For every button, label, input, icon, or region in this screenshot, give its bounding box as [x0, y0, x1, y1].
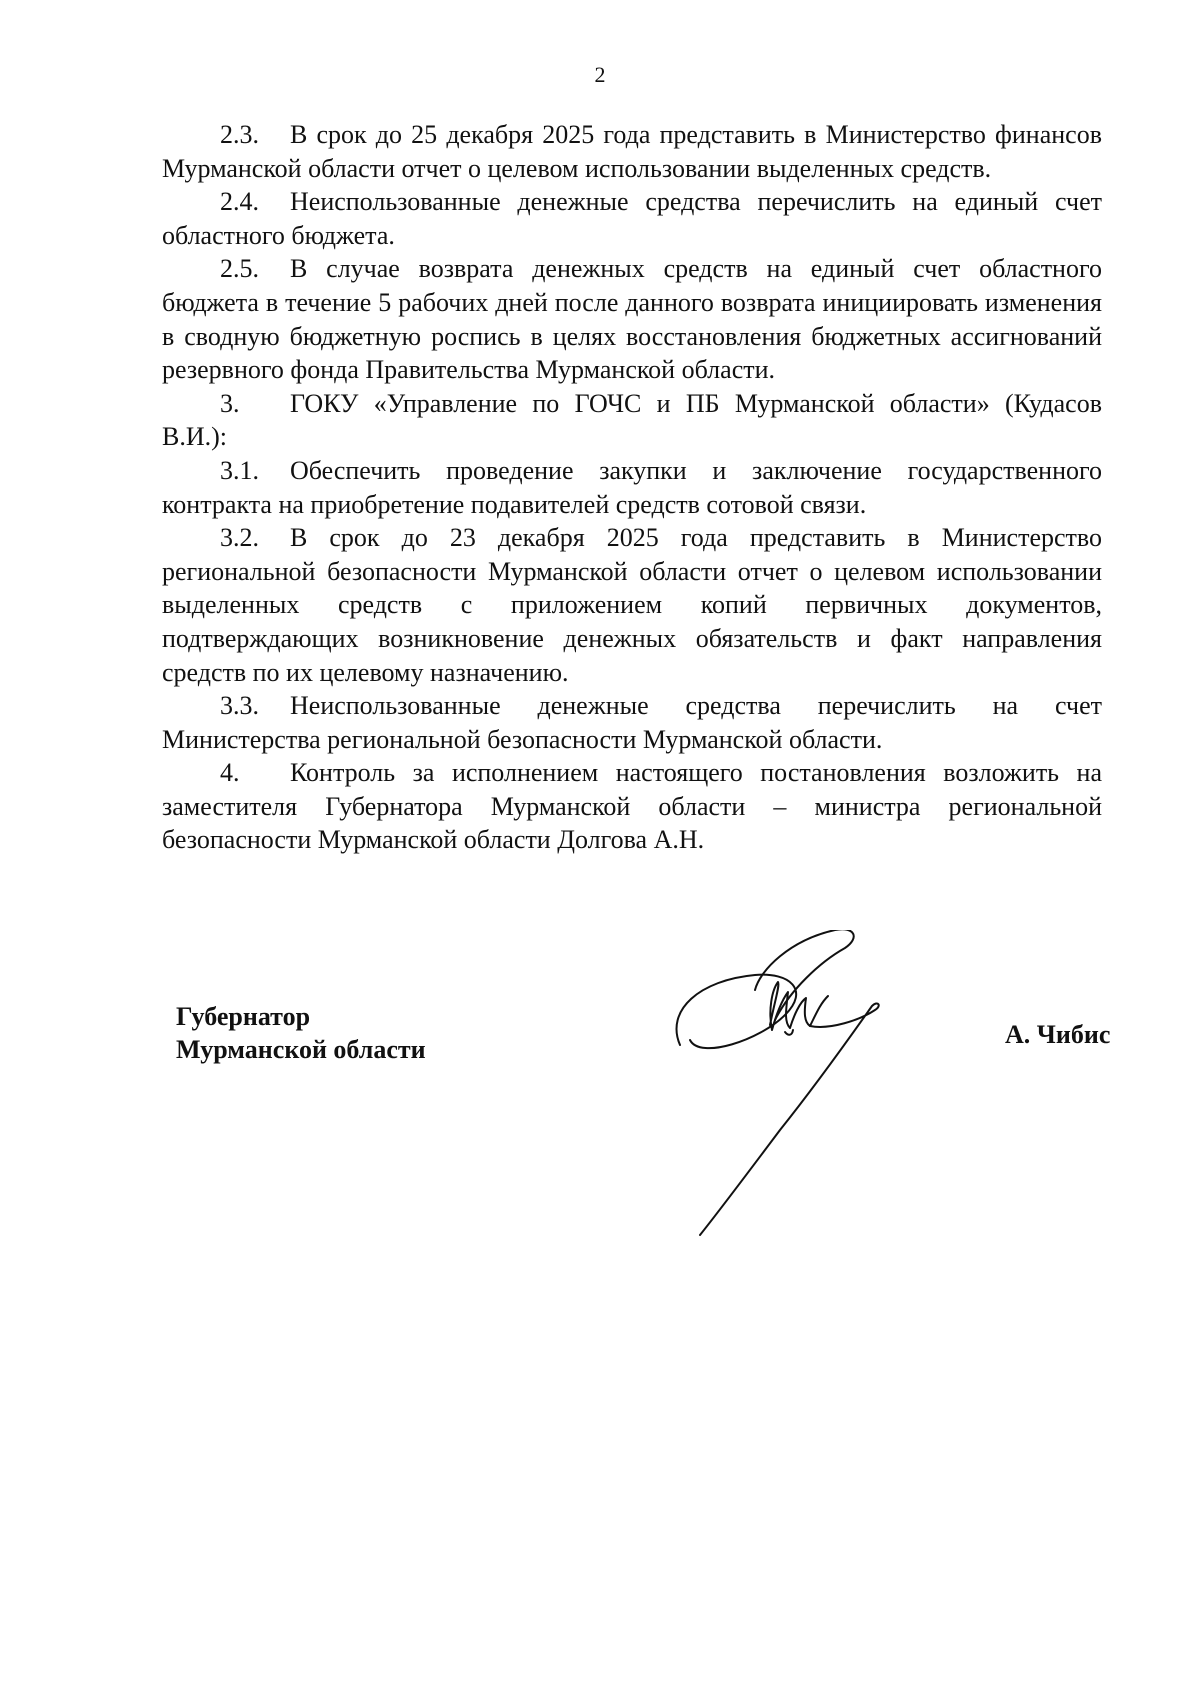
paragraph-number: 4.	[220, 758, 240, 788]
paragraph-number: 2.3.	[220, 120, 259, 149]
paragraph-text: Обеспечить проведение закупки и заключение государственного контракта на приобретение подавителей средств сотовой связи.	[162, 455, 1102, 519]
paragraph-3-2	[162, 521, 1102, 689]
paragraph-number: 3.1.	[220, 455, 259, 485]
paragraph-3-3	[162, 689, 1102, 756]
paragraph-number: 2.5.	[220, 254, 259, 284]
paragraph-number: 3.	[220, 388, 240, 418]
paragraph-text: В случае возврата денежных средств на единый счет областного бюджета в течение 5 рабочих дней после данного возврата инициировать изменения в сводную бюджетную роспись в целях восстановления бюджетных ассигнований резервного фонда Правительства Мурманской области.	[162, 254, 1102, 385]
paragraph-2-5	[162, 252, 1102, 386]
paragraph-number: 3.2.	[220, 523, 259, 553]
paragraph-2-3	[162, 118, 1102, 185]
signatory-position-line1: Губернатор	[176, 1002, 311, 1031]
document-body	[162, 118, 1102, 857]
paragraph-number: 2.4.	[220, 187, 259, 217]
paragraph-text: Неиспользованные денежные средства перечислить на счет Министерства региональной безопасности Мурманской области.	[162, 691, 1102, 754]
paragraph-text: В срок до 25 декабря 2025 года представить в Министерство финансов Мурманской области отчет о целевом использовании выделенных средств.	[162, 120, 1102, 183]
paragraph-3-1	[162, 454, 1102, 521]
paragraph-2-4	[162, 185, 1102, 252]
paragraph-number: 3.3.	[220, 691, 259, 721]
signatory-position	[176, 1000, 426, 1066]
paragraph-text: ГОКУ «Управление по ГОЧС и ПБ Мурманской области» (Кудасов В.И.):	[162, 388, 1102, 452]
page-number: 2	[594, 62, 606, 87]
signatory-position-line2: Мурманской области	[176, 1035, 426, 1064]
paragraph-text: Неиспользованные денежные средства перечислить на единый счет областного бюджета.	[162, 187, 1102, 250]
paragraph-4	[162, 756, 1102, 857]
handwritten-signature	[660, 930, 920, 1240]
paragraph-text: В срок до 23 декабря 2025 года представить в Министерство региональной безопасности Мурманской области отчет о целевом использовании выделенных средств с приложением копий первичных документов, подтверждающих возникновение денежных обязательств и факт направления средств по их целевому назначению.	[162, 523, 1102, 687]
signatory-name: А. Чибис	[1005, 1020, 1111, 1049]
paragraph-text: Контроль за исполнением настоящего постановления возложить на заместителя Губернатора Мурманской области – министра региональной безопасности Мурманской области Долгова А.Н.	[162, 758, 1102, 855]
paragraph-3	[162, 387, 1102, 454]
